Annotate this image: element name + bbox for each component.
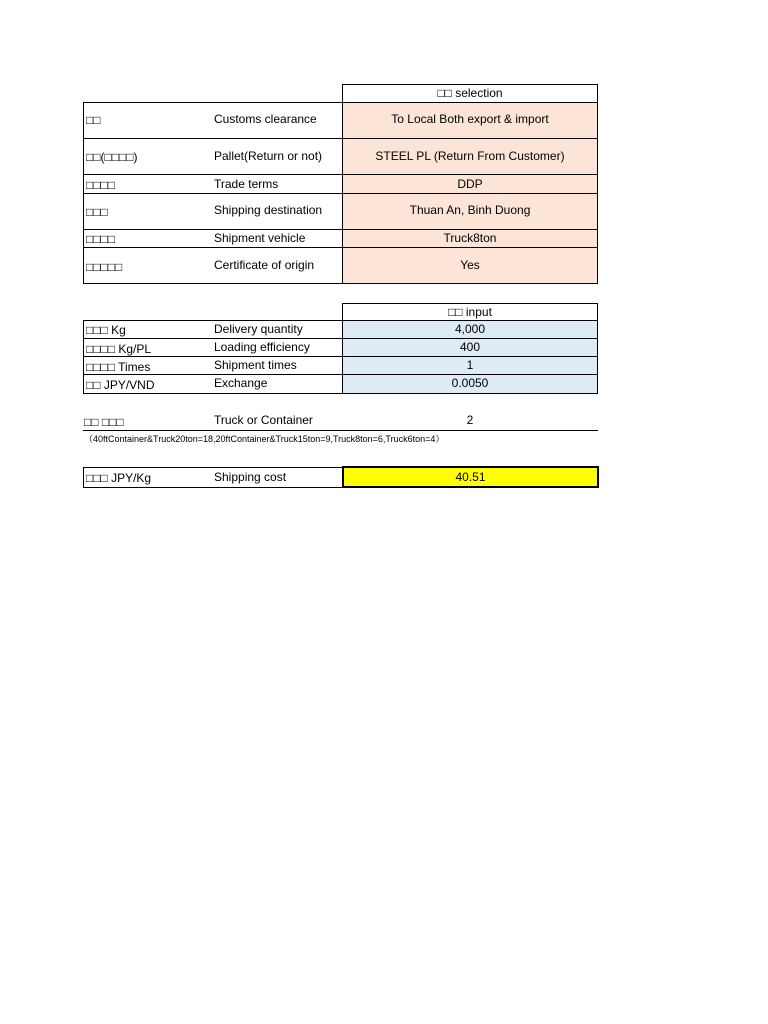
trade-terms-label: Trade terms — [214, 177, 279, 191]
exchange-jp-label: □□ JPY/VND — [86, 378, 155, 392]
certificate-of-origin-jp-label: □□□□□ — [86, 260, 123, 274]
customs-clearance-jp-label: □□ — [86, 113, 101, 127]
shipping-destination-jp-label: □□□ — [86, 205, 108, 219]
truck-or-container-label: Truck or Container — [214, 413, 313, 427]
shipment-times-jp-label: □□□□ Times — [86, 360, 151, 374]
certificate-of-origin-label: Certificate of origin — [214, 258, 315, 272]
loading-efficiency-label: Loading efficiency — [214, 340, 310, 354]
exchange-label: Exchange — [214, 376, 268, 390]
shipment-times-input[interactable]: 1 — [466, 358, 474, 372]
selection-header-label: □□ selection — [437, 86, 503, 100]
truck-jp-label: □□ □□□ — [84, 415, 124, 429]
customs-clearance-label: Customs clearance — [214, 112, 317, 126]
pallet-value[interactable]: STEEL PL (Return From Customer) — [375, 149, 565, 163]
loading-efficiency-jp-label: □□□□ Kg/PL — [86, 342, 152, 356]
truck-capacity-note: （40ftContainer&Truck20ton=18,20ftContainer&Truck15ton=9,Truck8ton=6,Truck6ton=4） — [84, 434, 445, 444]
trade-terms-value[interactable]: DDP — [457, 177, 483, 191]
delivery-quantity-label: Delivery quantity — [214, 322, 303, 336]
shipment-vehicle-label: Shipment vehicle — [214, 231, 306, 245]
shipment-vehicle-jp-label: □□□□ — [86, 232, 115, 246]
exchange-input[interactable]: 0.0050 — [451, 376, 489, 390]
shipping-destination-value[interactable]: Thuan An, Binh Duong — [409, 203, 531, 217]
delivery-quantity-jp-label: □□□ Kg — [86, 323, 126, 337]
pallet-label: Pallet(Return or not) — [214, 149, 323, 163]
trade-terms-jp-label: □□□□ — [86, 178, 115, 192]
shipping-destination-label: Shipping destination — [214, 203, 323, 217]
input-header-label: □□ input — [448, 305, 492, 319]
shipment-vehicle-value[interactable]: Truck8ton — [443, 231, 497, 245]
loading-efficiency-input[interactable]: 400 — [459, 340, 481, 354]
shipment-times-label: Shipment times — [214, 358, 297, 372]
shipping-cost-value: 40.51 — [455, 470, 486, 484]
customs-clearance-value[interactable]: To Local Both export & import — [391, 112, 549, 126]
certificate-of-origin-value[interactable]: Yes — [460, 258, 480, 272]
truck-or-container-value: 2 — [466, 413, 474, 427]
delivery-quantity-input[interactable]: 4,000 — [454, 322, 486, 336]
shipping-cost-label: Shipping cost — [214, 470, 287, 484]
shipping-cost-jp-label: □□□ JPY/Kg — [86, 471, 152, 485]
pallet-jp-label: □□(□□□□) — [86, 150, 138, 164]
